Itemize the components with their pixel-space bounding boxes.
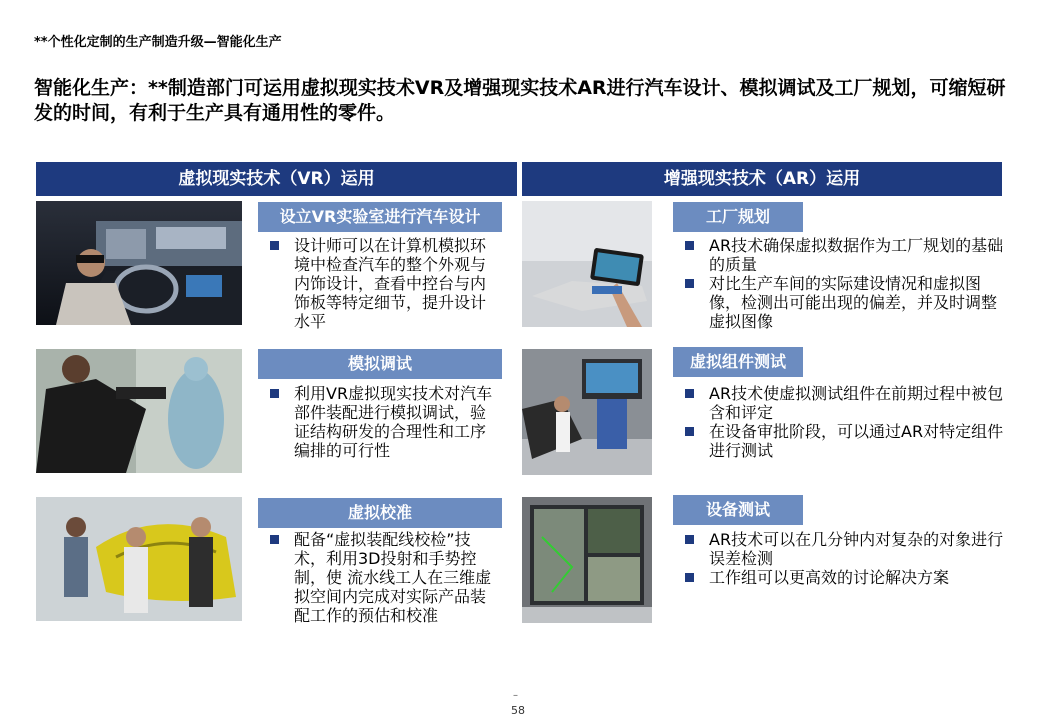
bullet-square-icon: [685, 279, 694, 288]
ar-tablet-photo: [522, 201, 652, 327]
sub-label-vr-lab: 设立VR实验室进行汽车设计: [258, 202, 502, 232]
bullet-item: 配备“虚拟装配线校检”技术，利用3D投射和手势控制，使 流水线工人在三维虚拟空间内完成对实际产品装配工作的预估和校准: [264, 530, 500, 625]
factory-planning-bullets: [679, 236, 1005, 331]
ar-column-header: 增强现实技术（AR）运用: [522, 162, 1002, 196]
bullet-square-icon: [270, 389, 279, 398]
bullet-item: 利用VR虚拟现实技术对汽车部件装配进行模拟调试，验证结构研发的合理性和工序编排的可行性: [264, 384, 500, 460]
ar-test-rig-photo: [522, 349, 652, 475]
bullet-item: AR技术确保虚拟数据作为工厂规划的基础的质量: [679, 236, 1005, 274]
sub-label-equipment-test: 设备测试: [673, 495, 803, 525]
bullet-square-icon: [685, 427, 694, 436]
bullet-item: 在设备审批阶段，可以通过AR对特定组件进行测试: [679, 422, 1005, 460]
sub-label-component-test: 虚拟组件测试: [673, 347, 803, 377]
simulation-bullets: [264, 384, 500, 460]
bullet-item: AR技术使虚拟测试组件在前期过程中被包含和评定: [679, 384, 1005, 422]
vr-column-header: 虚拟现实技术（VR）运用: [36, 162, 517, 196]
component-test-bullets: [679, 384, 1005, 460]
bullet-item: 设计师可以在计算机模拟环境中检查汽车的整个外观与内饰设计，查看中控台与内饰板等特定细节，提升设计水平: [264, 236, 500, 331]
bullet-square-icon: [685, 389, 694, 398]
page-number: 58: [511, 704, 525, 717]
bullet-square-icon: [685, 241, 694, 250]
ar-monitor-photo: [522, 497, 652, 623]
sub-label-factory-planning: 工厂规划: [673, 202, 803, 232]
headline: 智能化生产：**制造部门可运用虚拟现实技术VR及增强现实技术AR进行汽车设计、模拟调试及工厂规划，可缩短研发的时间，有利于生产具有通用性的零件。: [34, 77, 1006, 124]
vr-simulation-photo: [36, 349, 242, 473]
vr-lab-bullets: [264, 236, 500, 331]
vr-car-interior-photo: [36, 201, 242, 325]
calibration-bullets: [264, 530, 500, 625]
vr-calibration-photo: [36, 497, 242, 621]
breadcrumb: **个性化定制的生产制造升级—智能化生产: [34, 35, 282, 50]
bullet-square-icon: [270, 535, 279, 544]
bullet-square-icon: [270, 241, 279, 250]
page-dash: –: [513, 690, 518, 701]
bullet-item: 工作组可以更高效的讨论解决方案: [679, 568, 1005, 587]
bullet-square-icon: [685, 535, 694, 544]
equipment-test-bullets: [679, 530, 1005, 587]
bullet-square-icon: [685, 573, 694, 582]
sub-label-calibration: 虚拟校准: [258, 498, 502, 528]
bullet-item: 对比生产车间的实际建设情况和虚拟图像，检测出可能出现的偏差，并及时调整虚拟图像: [679, 274, 1005, 331]
bullet-item: AR技术可以在几分钟内对复杂的对象进行误差检测: [679, 530, 1005, 568]
sub-label-simulation: 模拟调试: [258, 349, 502, 379]
